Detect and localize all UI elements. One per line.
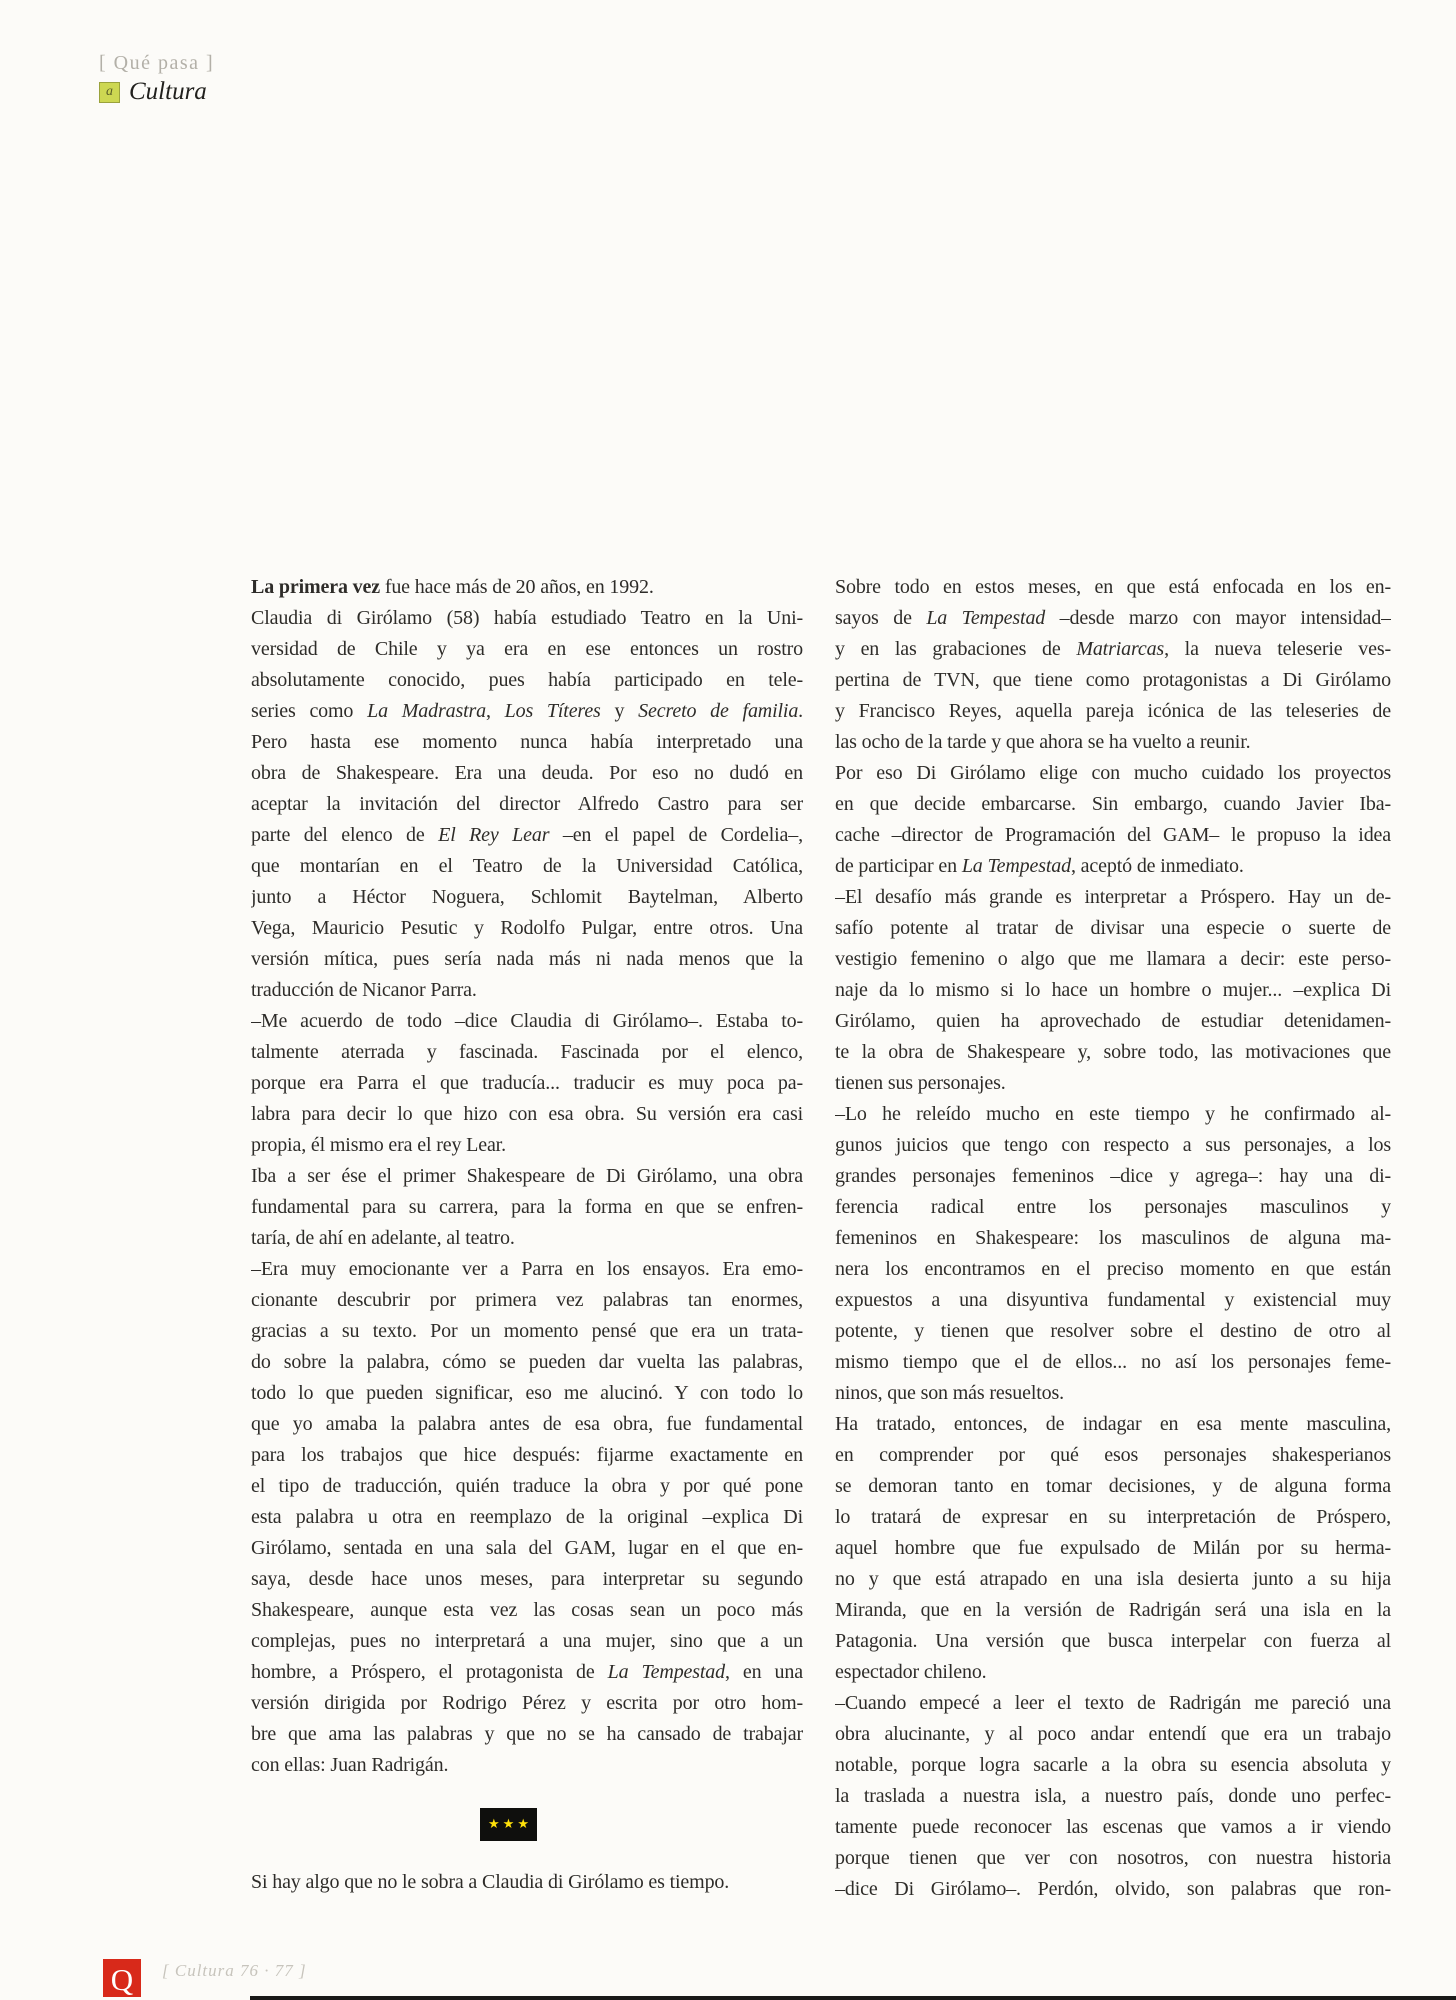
text-line: propia, él mismo era el rey Lear. <box>251 1134 506 1156</box>
text-line: tienen sus personajes. <box>835 1072 1006 1094</box>
text-line: –dice Di Girólamo–. Perdón, olvido, son palabras que ron- <box>835 1878 1391 1900</box>
text-line: Sobre todo en estos meses, en que está enfocada en los en- <box>835 576 1391 598</box>
text-line: –Me acuerdo de todo –dice Claudia di Girólamo–. Estaba to- <box>251 1010 803 1032</box>
text-line: taría, de ahí en adelante, al teatro. <box>251 1227 515 1249</box>
closing-line: Si hay algo que no le sobra a Claudia di Girólamo es tiempo. <box>251 1871 730 1893</box>
text-line: potente, y tienen que resolver sobre el destino de otro al <box>835 1320 1391 1342</box>
text-line: traducción de Nicanor Parra. <box>251 979 477 1001</box>
text-line: obra de Shakespeare. Era una deuda. Por eso no dudó en <box>251 762 803 784</box>
text-line: talmente aterrada y fascinada. Fascinada por el elenco, <box>251 1041 803 1063</box>
text-line: con ellas: Juan Radrigán. <box>251 1754 449 1776</box>
text-line: La primera vez fue hace más de 20 años, en 1992. <box>251 576 654 598</box>
article-column-right <box>835 572 1391 1905</box>
text-line: aceptar la invitación del director Alfredo Castro para ser <box>251 793 803 815</box>
text-line: mismo tiempo que el de ellos... no así los personajes feme- <box>835 1351 1391 1373</box>
magazine-kicker: [ Qué pasa ] <box>99 52 215 74</box>
text-line: Por eso Di Girólamo elige con mucho cuidado los proyectos <box>835 762 1391 784</box>
text-line: tamente puede reconocer las escenas que vamos a ir viendo <box>835 1816 1391 1838</box>
text-line: safío potente al tratar de divisar una especie o suerte de <box>835 917 1391 939</box>
text-line: do sobre la palabra, cómo se pueden dar vuelta las palabras, <box>251 1351 803 1373</box>
text-line: fundamental para su carrera, para la forma en que se enfren- <box>251 1196 803 1218</box>
text-line: –El desafío más grande es interpretar a Próspero. Hay un de- <box>835 886 1391 908</box>
text-line: versión dirigida por Rodrigo Pérez y escrita por otro hom- <box>251 1692 803 1714</box>
text-line: sayos de La Tempestad –desde marzo con mayor intensidad– <box>835 607 1391 629</box>
text-line: las ocho de la tarde y que ahora se ha vuelto a reunir. <box>835 731 1251 753</box>
text-line: porque tienen que ver con nosotros, con nuestra historia <box>835 1847 1391 1869</box>
text-line: Girólamo, sentada en una sala del GAM, lugar en el que en- <box>251 1537 803 1559</box>
section-separator <box>480 1808 537 1841</box>
stars-icon: ★★★ <box>488 1817 532 1832</box>
column-right-text <box>835 572 1391 1905</box>
text-line: Miranda, que en la versión de Radrigán será una isla en la <box>835 1599 1391 1621</box>
text-line: te la obra de Shakespeare y, sobre todo, las motivaciones que <box>835 1041 1391 1063</box>
text-line: –Era muy emocionante ver a Parra en los ensayos. Era emo- <box>251 1258 803 1280</box>
text-line: la traslada a nuestra isla, a nuestro país, donde uno perfec- <box>835 1785 1391 1807</box>
text-line: aquel hombre que fue expulsado de Milán por su herma- <box>835 1537 1391 1559</box>
text-line: –Cuando empecé a leer el texto de Radrigán me pareció una <box>835 1692 1391 1714</box>
text-line: Iba a ser ése el primer Shakespeare de Di Girólamo, una obra <box>251 1165 803 1187</box>
text-line: cache –director de Programación del GAM– le propuso la idea <box>835 824 1391 846</box>
text-line: labra para decir lo que hizo con esa obra. Su versión era casi <box>251 1103 803 1125</box>
text-line: vestigio femenino o algo que me llamara a decir: este perso- <box>835 948 1391 970</box>
text-line: de participar en La Tempestad, aceptó de inmediato. <box>835 855 1244 877</box>
text-line: notable, porque logra sacarle a la obra su esencia absoluta y <box>835 1754 1391 1776</box>
text-line: y en las grabaciones de Matriarcas, la nueva teleserie ves- <box>835 638 1391 660</box>
text-line: para los trabajos que hice después: fijarme exactamente en <box>251 1444 803 1466</box>
text-line: gracias a su texto. Por un momento pensé que era un trata- <box>251 1320 803 1342</box>
text-line: que yo amaba la palabra antes de esa obra, fue fundamental <box>251 1413 803 1435</box>
text-line: expuestos a una disyuntiva fundamental y existencial muy <box>835 1289 1391 1311</box>
text-line: cionante descubrir por primera vez palabras tan enormes, <box>251 1289 803 1311</box>
text-line: bre que ama las palabras y que no se ha cansado de trabajar <box>251 1723 803 1745</box>
text-line: gunos juicios que tengo con respecto a sus personajes, a los <box>835 1134 1391 1156</box>
text-line: ferencia radical entre los personajes masculinos y <box>835 1196 1391 1218</box>
text-line: versidad de Chile y ya era en ese entonces un rostro <box>251 638 803 660</box>
text-line: en comprender por qué esos personajes shakesperianos <box>835 1444 1391 1466</box>
text-line: todo lo que pueden significar, eso me alucinó. Y con todo lo <box>251 1382 803 1404</box>
article-column-left <box>251 572 803 1898</box>
text-line: series como La Madrastra, Los Títeres y Secreto de familia. <box>251 700 803 722</box>
text-line: hombre, a Próspero, el protagonista de La Tempestad, en una <box>251 1661 803 1683</box>
text-line: complejas, pues no interpretará a una mujer, sino que a un <box>251 1630 803 1652</box>
text-line: versión mítica, pues sería nada más ni nada menos que la <box>251 948 803 970</box>
text-line: lo tratará de expresar en su interpretación de Próspero, <box>835 1506 1391 1528</box>
text-line: Vega, Mauricio Pesutic y Rodolfo Pulgar, entre otros. Una <box>251 917 803 939</box>
text-line: absolutamente conocido, pues había participado en tele- <box>251 669 803 691</box>
text-line: ninos, que son más resueltos. <box>835 1382 1064 1404</box>
text-line: no y que está atrapado en una isla desierta junto a su hija <box>835 1568 1391 1590</box>
text-line: Patagonia. Una versión que busca interpelar con fuerza al <box>835 1630 1391 1652</box>
section-header <box>99 78 207 106</box>
footer-page-label: [ Cultura 76 · 77 ] <box>162 1961 307 1980</box>
page-bottom-rule <box>250 1996 1456 2000</box>
text-line: naje da lo mismo si lo hace un hombre o mujer... –explica Di <box>835 979 1391 1001</box>
text-line: nera los encontramos en el preciso momento en que están <box>835 1258 1391 1280</box>
logo-letter: Q <box>110 1962 134 1997</box>
text-line: y Francisco Reyes, aquella pareja icónica de las teleseries de <box>835 700 1391 722</box>
text-line: Ha tratado, entonces, de indagar en esa mente masculina, <box>835 1413 1391 1435</box>
text-line: Claudia di Girólamo (58) había estudiado Teatro en la Uni- <box>251 607 803 629</box>
text-line: se demoran tanto en tomar decisiones, y de alguna forma <box>835 1475 1391 1497</box>
text-line: que montarían en el Teatro de la Universidad Católica, <box>251 855 803 877</box>
text-line: porque era Parra el que traducía... traducir es muy poca pa- <box>251 1072 803 1094</box>
text-line: pertina de TVN, que tiene como protagonistas a Di Girólamo <box>835 669 1391 691</box>
quepasa-logo-icon <box>99 82 120 103</box>
text-line: Shakespeare, aunque esta vez las cosas sean un poco más <box>251 1599 803 1621</box>
text-line: en que decide embarcarse. Sin embargo, cuando Javier Iba- <box>835 793 1391 815</box>
text-line: saya, desde hace unos meses, para interpretar su segundo <box>251 1568 803 1590</box>
column-left-text <box>251 572 803 1781</box>
text-line: Girólamo, quien ha aprovechado de estudiar detenidamen- <box>835 1010 1391 1032</box>
text-line: Pero hasta ese momento nunca había interpretado una <box>251 731 803 753</box>
text-line: espectador chileno. <box>835 1661 987 1683</box>
text-line: femeninos en Shakespeare: los masculinos de alguna ma- <box>835 1227 1391 1249</box>
section-label: Cultura <box>129 78 207 105</box>
text-line: junto a Héctor Noguera, Schlomit Baytelman, Alberto <box>251 886 803 908</box>
q-magazine-logo <box>103 1959 141 1997</box>
text-line: el tipo de traducción, quién traduce la obra y por qué pone <box>251 1475 803 1497</box>
text-line: obra alucinante, y al poco andar entendí que era un trabajo <box>835 1723 1391 1745</box>
logo-icon-letter: a <box>106 84 113 99</box>
text-line: parte del elenco de El Rey Lear –en el papel de Cordelia–, <box>251 824 803 846</box>
text-line: –Lo he releído mucho en este tiempo y he confirmado al- <box>835 1103 1391 1125</box>
text-line: grandes personajes femeninos –dice y agrega–: hay una di- <box>835 1165 1391 1187</box>
text-line: esta palabra u otra en reemplazo de la original –explica Di <box>251 1506 803 1528</box>
